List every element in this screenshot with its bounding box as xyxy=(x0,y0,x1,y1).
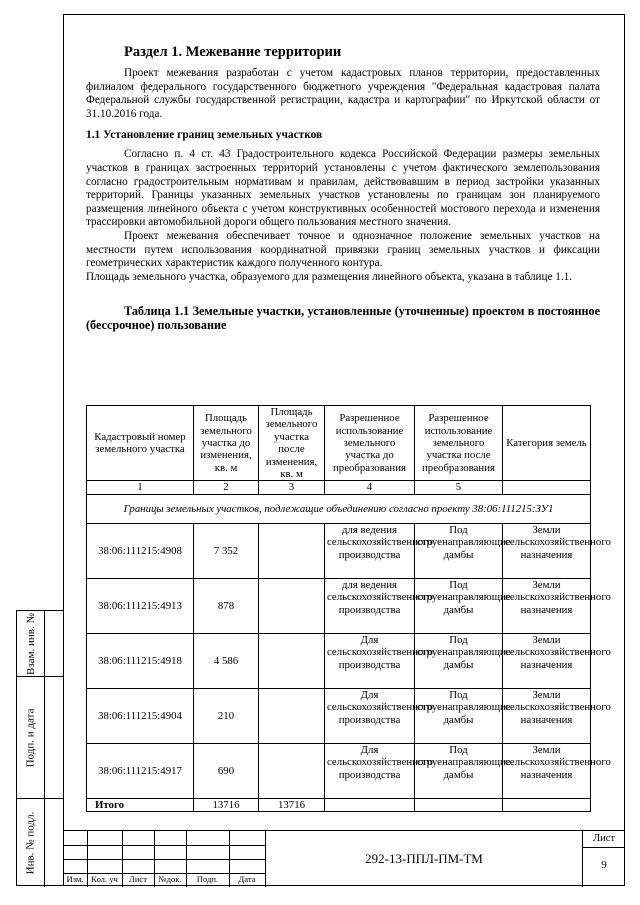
col-label-change: Изм. xyxy=(66,874,84,884)
area-after xyxy=(259,743,325,798)
column-number: 5 xyxy=(415,481,503,494)
col-label-signature: Подп. xyxy=(196,874,219,884)
column-number: 4 xyxy=(325,481,415,494)
total-label: Итого xyxy=(87,798,194,811)
side-label-signature: Подп. и дата xyxy=(24,708,37,767)
header-use-before: Разрешенное использование земельного участка до преобразования xyxy=(325,406,415,481)
total-area-after: 13716 xyxy=(259,798,325,811)
side-cell-replacement xyxy=(17,611,45,677)
col-label-sheet: Лист xyxy=(129,874,147,884)
area-before: 4 586 xyxy=(194,633,259,688)
side-label-replacement: Взам. инв. № xyxy=(24,612,37,675)
column-number-empty xyxy=(503,481,591,494)
paragraph-1: Согласно п. 4 ст. 43 Градостроительного кодекса Российской Федерации размеры земельных участков в границах застроенных территорий установлены с учетом фактического землепользования согласно градостроительным нормативам и правилам, действовавшим в период застройки указанных территорий. Границы указанных земельных участков установлены по границам зон планируемого размещения линейного объекта с учетом конструктивных особенностей мостового перехода и изменения трассировки автомобильной дороги общего пользования местного значения. xyxy=(86,148,600,229)
grid-line xyxy=(63,845,265,846)
area-after xyxy=(259,688,325,743)
use-after: Под струенаправляющие дамбы xyxy=(415,523,503,578)
table-row xyxy=(87,688,591,743)
subsection-title: 1.1 Установление границ земельных участков xyxy=(86,129,323,142)
column-number: 1 xyxy=(87,481,194,494)
area-before: 210 xyxy=(194,688,259,743)
side-empty-cell xyxy=(45,677,64,799)
side-empty-cell xyxy=(45,611,64,677)
cadastral-number: 38:06:111215:4908 xyxy=(87,523,194,578)
section-title: Раздел 1. Межевание территории xyxy=(124,44,342,60)
cadastral-number: 38:06:111215:4917 xyxy=(87,743,194,798)
cadastral-number: 38:06:111215:4904 xyxy=(87,688,194,743)
header-area-after: Площадь земельного участка после изменения, кв. м xyxy=(259,406,325,481)
header-use-after: Разрешенное использование земельного участка после преобразования xyxy=(415,406,503,481)
use-before: Для сельскохозяйственного производства xyxy=(325,633,415,688)
total-empty xyxy=(415,798,503,811)
sheet-label: Лист xyxy=(593,833,615,844)
table-row xyxy=(87,578,591,633)
total-empty xyxy=(503,798,591,811)
header-area-before: Площадь земельного участка до изменения, кв. м xyxy=(194,406,259,481)
use-before: для ведения сельскохозяйственного производства xyxy=(325,523,415,578)
area-after xyxy=(259,633,325,688)
table-row xyxy=(87,523,591,578)
side-label-inventory: Инв. № подл. xyxy=(24,811,37,875)
col-label-date: Дата xyxy=(238,874,256,884)
land-category: Земли сельскохозяйственного назначения xyxy=(503,688,591,743)
land-category: Земли сельскохозяйственного назначения xyxy=(503,633,591,688)
land-plots-table xyxy=(86,405,611,812)
title-block xyxy=(63,830,625,886)
area-after xyxy=(259,578,325,633)
side-cell-signature xyxy=(17,677,45,799)
area-before: 690 xyxy=(194,743,259,798)
revision-grid xyxy=(63,831,265,887)
col-label-doc-number: №док. xyxy=(158,874,182,884)
column-number: 2 xyxy=(194,481,259,494)
table-header-row xyxy=(87,406,591,481)
land-category: Земли сельскохозяйственного назначения xyxy=(503,743,591,798)
column-number-row xyxy=(87,481,591,494)
use-before: Для сельскохозяйственного производства xyxy=(325,688,415,743)
use-before: для ведения сельскохозяйственного производства xyxy=(325,578,415,633)
total-row xyxy=(87,798,591,811)
paragraph-3: Площадь земельного участка, образуемого для размещения линейного объекта, указана в таблице 1.1. xyxy=(86,270,573,283)
area-after xyxy=(259,523,325,578)
group-title-row xyxy=(87,494,591,523)
intro-paragraph: Проект межевания разработан с учетом кадастровых планов территории, предоставленных филиалом федерального государственного бюджетного учреждения "Федеральная кадастровая палата Федеральной службы государственной регистрации, кадастра и картографии" по Иркутской области от 31.10.2016 года. xyxy=(86,67,600,120)
table-caption: Таблица 1.1 Земельные участки, установленные (уточненные) проектом в постоянное (бессрочное) пользование xyxy=(86,304,600,333)
header-cadastral-number: Кадастровый номер земельного участка xyxy=(87,406,194,481)
table-row xyxy=(87,743,591,798)
grid-line xyxy=(63,859,265,860)
use-after: Под струенаправляющие дамбы xyxy=(415,578,503,633)
sheet-separator xyxy=(583,847,625,848)
use-before: Для сельскохозяйственного производства xyxy=(325,743,415,798)
table-row xyxy=(87,633,591,688)
approval-strip xyxy=(16,610,63,886)
area-before: 7 352 xyxy=(194,523,259,578)
cadastral-number: 38:06:111215:4918 xyxy=(87,633,194,688)
land-category: Земли сельскохозяйственного назначения xyxy=(503,523,591,578)
use-after: Под струенаправляющие дамбы xyxy=(415,633,503,688)
column-number: 3 xyxy=(259,481,325,494)
sheet-number: 9 xyxy=(601,859,607,871)
col-label-count: Кол. уч xyxy=(91,874,118,884)
header-category: Категория земель xyxy=(503,406,591,481)
total-empty xyxy=(325,798,415,811)
land-category: Земли сельскохозяйственного назначения xyxy=(503,578,591,633)
side-cell-inventory xyxy=(17,799,45,887)
total-area-before: 13716 xyxy=(194,798,259,811)
cadastral-number: 38:06:111215:4913 xyxy=(87,578,194,633)
group-title: Границы земельных участков, подлежащие объединению согласно проекту 38:06:111215:ЗУ1 xyxy=(87,494,591,523)
paragraph-2: Проект межевания обеспечивает точное и однозначное положение земельных участков на местности путем использования координатной привязки границ земельных участков и фиксации геометрических характеристик каждого полученного контура. xyxy=(86,229,600,270)
sheet-box xyxy=(583,831,625,887)
document-body xyxy=(86,44,600,337)
document-code: 292-13-ППЛ-ПМ-ТМ xyxy=(265,831,583,887)
use-after: Под струенаправляющие дамбы xyxy=(415,743,503,798)
area-before: 878 xyxy=(194,578,259,633)
use-after: Под струенаправляющие дамбы xyxy=(415,688,503,743)
